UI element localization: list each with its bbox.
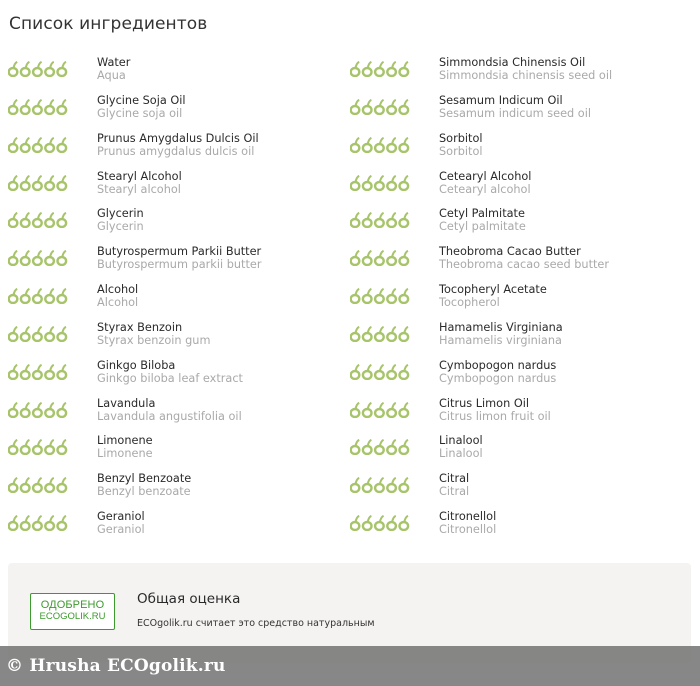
watermark-text: © Hrusha ECOgolik.ru <box>6 656 226 676</box>
approved-stamp <box>30 593 115 630</box>
ingredient-common-name: Limonene <box>97 447 153 461</box>
leaf-icon <box>9 62 18 76</box>
leaf-icon <box>363 516 372 530</box>
leaf-icon <box>375 478 384 492</box>
ingredient-row[interactable] <box>8 508 348 546</box>
leaf-rating <box>8 326 70 342</box>
ingredient-row[interactable] <box>350 205 690 243</box>
leaf-icon <box>387 478 396 492</box>
ingredients-column-left <box>8 54 348 546</box>
leaf-icon <box>363 327 372 341</box>
ingredient-common-name: Theobroma cacao seed butter <box>439 258 610 272</box>
leaf-icon <box>45 478 54 492</box>
ingredient-common-name: Tocopherol <box>439 296 500 310</box>
ingredient-common-name: Prunus amygdalus dulcis oil <box>97 144 255 158</box>
leaf-icon <box>45 213 54 227</box>
leaf-icon <box>21 213 30 227</box>
ingredient-common-name: Citrus limon fruit oil <box>439 409 551 423</box>
ingredient-row[interactable] <box>350 168 690 206</box>
ingredient-common-name: Alcohol <box>97 296 139 310</box>
leaf-rating <box>8 99 70 115</box>
ingredient-common-name: Butyrospermum parkii butter <box>97 258 262 272</box>
leaf-icon <box>33 516 42 530</box>
leaf-icon <box>21 100 30 114</box>
leaf-rating <box>8 288 70 304</box>
ingredient-common-name: Cetyl palmitate <box>439 220 526 234</box>
ingredient-inci-name: Benzyl Benzoate <box>97 472 192 486</box>
leaf-icon <box>400 327 409 341</box>
leaf-rating <box>350 477 412 493</box>
leaf-rating <box>350 402 412 418</box>
leaf-icon <box>387 62 396 76</box>
leaf-icon <box>58 402 67 416</box>
ingredient-inci-name: Stearyl Alcohol <box>97 169 182 183</box>
leaf-icon <box>45 100 54 114</box>
leaf-icon <box>363 478 372 492</box>
ingredient-row[interactable] <box>8 470 348 508</box>
leaf-icon <box>45 402 54 416</box>
ingredient-inci-name: Hamamelis Virginiana <box>439 320 563 334</box>
ingredient-row[interactable] <box>350 319 690 357</box>
leaf-icon <box>33 137 42 151</box>
leaf-icon <box>387 251 396 265</box>
leaf-icon <box>375 62 384 76</box>
leaf-icon <box>9 440 18 454</box>
ingredient-row[interactable] <box>8 281 348 319</box>
leaf-icon <box>9 478 18 492</box>
leaf-rating <box>350 137 412 153</box>
leaf-icon <box>58 213 67 227</box>
stamp-line2: ECOGOLIK.RU <box>39 611 106 622</box>
ingredient-inci-name: Butyrospermum Parkii Butter <box>97 245 262 259</box>
ingredient-row[interactable] <box>350 357 690 395</box>
ingredient-common-name: Aqua <box>97 69 126 82</box>
ingredient-inci-name: Sesamum Indicum Oil <box>439 93 563 107</box>
leaf-icon <box>351 62 360 76</box>
leaf-icon <box>363 289 372 303</box>
leaf-icon <box>21 440 30 454</box>
ingredient-common-name: Simmondsia chinensis seed oil <box>439 69 613 82</box>
leaf-icon <box>33 440 42 454</box>
ingredient-inci-name: Cetyl Palmitate <box>439 207 525 221</box>
ingredient-common-name: Linalool <box>439 447 483 461</box>
leaf-icon <box>45 327 54 341</box>
ingredient-row[interactable] <box>8 205 348 243</box>
ingredient-common-name: Citronellol <box>439 523 497 537</box>
ingredient-common-name: Lavandula angustifolia oil <box>97 409 242 423</box>
ingredient-row[interactable] <box>350 92 690 130</box>
leaf-icon <box>9 402 18 416</box>
ingredient-inci-name: Ginkgo Biloba <box>97 358 176 372</box>
ingredients-column-right <box>350 54 690 546</box>
ingredient-common-name: Glycine soja oil <box>97 106 183 120</box>
leaf-icon <box>9 137 18 151</box>
leaf-icon <box>58 478 67 492</box>
leaf-icon <box>375 327 384 341</box>
leaf-icon <box>387 327 396 341</box>
ingredient-inci-name: Styrax Benzoin <box>97 320 183 334</box>
leaf-rating <box>8 212 70 228</box>
leaf-icon <box>45 251 54 265</box>
leaf-icon <box>400 440 409 454</box>
ingredient-common-name: Ginkgo biloba leaf extract <box>97 371 243 385</box>
leaf-icon <box>58 251 67 265</box>
ingredient-row[interactable] <box>350 243 690 281</box>
leaf-icon <box>9 289 18 303</box>
leaf-icon <box>400 100 409 114</box>
leaf-icon <box>375 440 384 454</box>
ingredient-common-name: Hamamelis virginiana <box>439 333 562 347</box>
leaf-icon <box>375 402 384 416</box>
leaf-icon <box>351 175 360 189</box>
leaf-icon <box>400 137 409 151</box>
leaf-icon <box>375 516 384 530</box>
leaf-icon <box>387 402 396 416</box>
ingredient-row[interactable] <box>350 281 690 319</box>
leaf-icon <box>45 440 54 454</box>
leaf-icon <box>351 137 360 151</box>
page-title: Список ингредиентов <box>9 14 208 34</box>
leaf-icon <box>9 213 18 227</box>
overall-rating-title: Общая оценка <box>137 591 241 607</box>
leaf-rating <box>8 61 70 77</box>
ingredient-inci-name: Linalool <box>439 434 483 448</box>
leaf-icon <box>363 440 372 454</box>
leaf-icon <box>363 213 372 227</box>
leaf-icon <box>45 62 54 76</box>
leaf-icon <box>387 440 396 454</box>
ingredient-common-name: Glycerin <box>97 220 144 234</box>
ingredient-row[interactable] <box>8 54 348 92</box>
leaf-rating <box>8 364 70 380</box>
leaf-icon <box>21 175 30 189</box>
leaf-icon <box>400 516 409 530</box>
leaf-icon <box>351 440 360 454</box>
ingredient-inci-name: Cetearyl Alcohol <box>439 169 532 183</box>
ingredient-row[interactable] <box>350 54 690 92</box>
leaf-icon <box>9 175 18 189</box>
leaf-icon <box>58 327 67 341</box>
leaf-icon <box>58 289 67 303</box>
leaf-rating <box>350 175 412 191</box>
leaf-icon <box>58 175 67 189</box>
leaf-icon <box>45 289 54 303</box>
ingredient-inci-name: Citrus Limon Oil <box>439 396 530 410</box>
leaf-icon <box>33 289 42 303</box>
ingredient-common-name: Citral <box>439 485 470 499</box>
leaf-icon <box>9 516 18 530</box>
leaf-icon <box>351 327 360 341</box>
leaf-icon <box>33 365 42 379</box>
leaf-icon <box>400 175 409 189</box>
ingredient-inci-name: Simmondsia Chinensis Oil <box>439 56 586 69</box>
ingredient-row[interactable] <box>8 130 348 168</box>
leaf-icon <box>375 289 384 303</box>
leaf-icon <box>351 402 360 416</box>
leaf-icon <box>400 251 409 265</box>
leaf-icon <box>387 516 396 530</box>
leaf-icon <box>375 100 384 114</box>
leaf-icon <box>21 62 30 76</box>
ingredient-common-name: Cetearyl alcohol <box>439 182 531 196</box>
leaf-icon <box>58 516 67 530</box>
ingredient-row[interactable] <box>350 470 690 508</box>
leaf-icon <box>387 365 396 379</box>
leaf-icon <box>33 62 42 76</box>
leaf-icon <box>33 213 42 227</box>
leaf-icon <box>351 516 360 530</box>
leaf-icon <box>9 327 18 341</box>
leaf-icon <box>400 365 409 379</box>
leaf-icon <box>58 100 67 114</box>
leaf-icon <box>33 478 42 492</box>
leaf-icon <box>9 251 18 265</box>
ingredient-common-name: Sesamum indicum seed oil <box>439 106 592 120</box>
ingredient-row[interactable] <box>350 508 690 546</box>
ingredient-inci-name: Glycerin <box>97 207 144 221</box>
leaf-icon <box>363 402 372 416</box>
ingredient-row[interactable] <box>8 357 348 395</box>
leaf-icon <box>21 289 30 303</box>
ingredient-inci-name: Geraniol <box>97 510 145 524</box>
leaf-rating <box>350 61 412 77</box>
leaf-icon <box>9 365 18 379</box>
ingredient-row[interactable] <box>8 168 348 206</box>
leaf-icon <box>33 327 42 341</box>
leaf-icon <box>21 251 30 265</box>
leaf-icon <box>45 137 54 151</box>
ingredient-inci-name: Sorbitol <box>439 131 483 145</box>
ingredient-inci-name: Tocopheryl Acetate <box>439 283 547 297</box>
leaf-icon <box>363 137 372 151</box>
ingredient-common-name: Sorbitol <box>439 144 483 158</box>
leaf-icon <box>45 516 54 530</box>
stamp-line1: ОДОБРЕНО <box>40 599 105 611</box>
leaf-icon <box>21 478 30 492</box>
leaf-icon <box>58 62 67 76</box>
leaf-icon <box>58 137 67 151</box>
ingredient-inci-name: Limonene <box>97 434 153 448</box>
leaf-icon <box>351 251 360 265</box>
ingredient-inci-name: Glycine Soja Oil <box>97 93 186 107</box>
leaf-rating <box>350 99 412 115</box>
leaf-icon <box>363 365 372 379</box>
leaf-icon <box>45 175 54 189</box>
leaf-rating <box>350 364 412 380</box>
leaf-icon <box>9 100 18 114</box>
ingredient-inci-name: Alcohol <box>97 283 139 297</box>
leaf-icon <box>21 365 30 379</box>
leaf-icon <box>387 175 396 189</box>
leaf-rating <box>8 137 70 153</box>
ingredient-inci-name: Lavandula <box>97 396 156 410</box>
leaf-icon <box>400 62 409 76</box>
leaf-rating <box>350 250 412 266</box>
leaf-rating <box>350 212 412 228</box>
leaf-icon <box>21 327 30 341</box>
ingredient-inci-name: Prunus Amygdalus Dulcis Oil <box>97 131 259 145</box>
ingredient-inci-name: Citral <box>439 472 470 486</box>
leaf-icon <box>33 402 42 416</box>
leaf-icon <box>363 100 372 114</box>
leaf-icon <box>33 175 42 189</box>
ingredient-row[interactable] <box>8 432 348 470</box>
overall-rating-text: ECOgolik.ru считает это средство натуральным <box>137 618 375 629</box>
ingredient-row[interactable] <box>8 243 348 281</box>
leaf-icon <box>351 289 360 303</box>
ingredient-common-name: Styrax benzoin gum <box>97 333 211 347</box>
ingredient-row[interactable] <box>8 92 348 130</box>
leaf-icon <box>33 100 42 114</box>
leaf-icon <box>387 100 396 114</box>
leaf-rating <box>8 477 70 493</box>
leaf-icon <box>45 365 54 379</box>
leaf-icon <box>387 289 396 303</box>
leaf-icon <box>375 251 384 265</box>
leaf-icon <box>375 137 384 151</box>
leaf-icon <box>400 289 409 303</box>
leaf-icon <box>21 402 30 416</box>
leaf-icon <box>58 365 67 379</box>
ingredient-inci-name: Theobroma Cacao Butter <box>439 245 581 259</box>
leaf-rating <box>8 250 70 266</box>
ingredient-inci-name: Citronellol <box>439 510 497 524</box>
ingredient-inci-name: Cymbopogon nardus <box>439 358 557 372</box>
leaf-rating <box>8 402 70 418</box>
leaf-rating <box>350 515 412 531</box>
leaf-icon <box>363 251 372 265</box>
leaf-icon <box>375 365 384 379</box>
ingredient-row[interactable] <box>350 432 690 470</box>
leaf-icon <box>351 365 360 379</box>
leaf-icon <box>387 137 396 151</box>
watermark-bar <box>0 646 700 686</box>
ingredient-inci-name: Water <box>97 56 131 69</box>
ingredient-row[interactable] <box>350 395 690 433</box>
leaf-icon <box>58 440 67 454</box>
leaf-icon <box>363 62 372 76</box>
ingredient-common-name: Benzyl benzoate <box>97 485 191 499</box>
leaf-icon <box>375 213 384 227</box>
leaf-icon <box>363 175 372 189</box>
leaf-rating <box>350 439 412 455</box>
leaf-icon <box>400 478 409 492</box>
leaf-icon <box>351 213 360 227</box>
leaf-icon <box>33 251 42 265</box>
ingredient-row[interactable] <box>350 130 690 168</box>
leaf-icon <box>375 175 384 189</box>
ingredient-row[interactable] <box>8 395 348 433</box>
leaf-rating <box>8 439 70 455</box>
leaf-icon <box>387 213 396 227</box>
leaf-icon <box>21 137 30 151</box>
leaf-icon <box>351 100 360 114</box>
leaf-icon <box>400 213 409 227</box>
ingredient-common-name: Stearyl alcohol <box>97 182 181 196</box>
leaf-rating <box>350 288 412 304</box>
leaf-rating <box>350 326 412 342</box>
ingredient-common-name: Geraniol <box>97 523 145 537</box>
leaf-rating <box>8 515 70 531</box>
ingredient-row[interactable] <box>8 319 348 357</box>
leaf-rating <box>8 175 70 191</box>
leaf-icon <box>400 402 409 416</box>
leaf-icon <box>21 516 30 530</box>
ingredient-common-name: Cymbopogon nardus <box>439 371 557 385</box>
leaf-icon <box>351 478 360 492</box>
